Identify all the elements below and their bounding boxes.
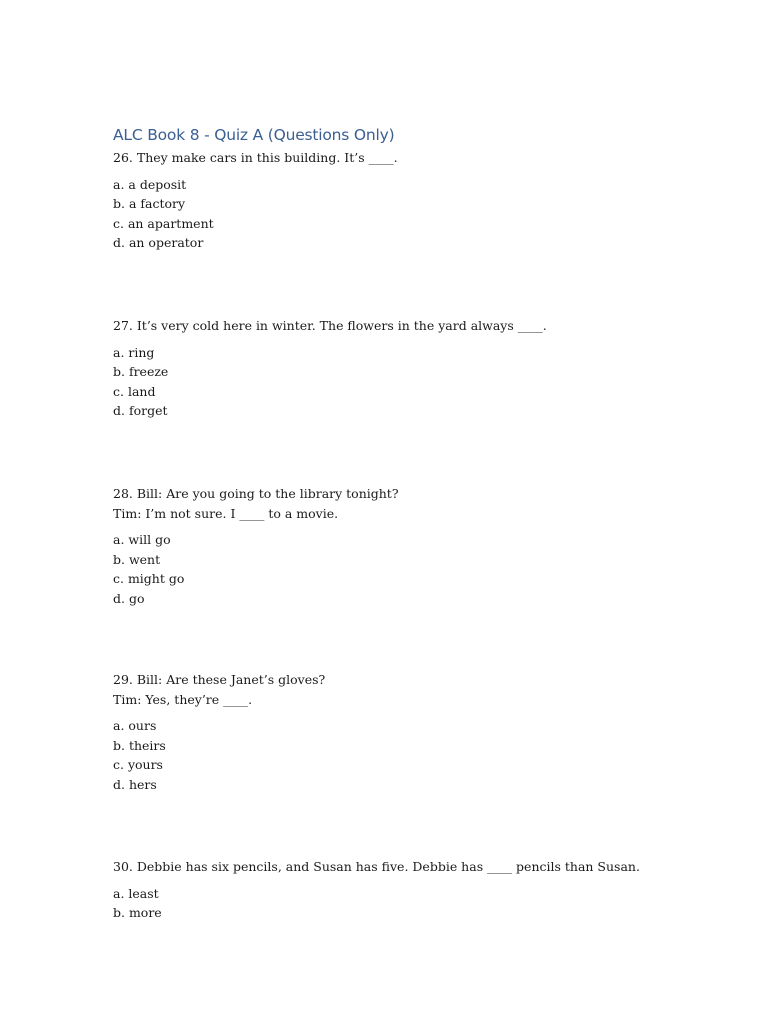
answer-option-a: a. will go [113,532,171,547]
answer-option-d: d. go [113,590,145,606]
answer-options [113,530,399,608]
question-30 [113,857,640,923]
answer-options [113,175,398,253]
answer-options [113,716,325,794]
answer-option-c: c. an apartment [113,215,214,231]
answer-option-d: d. hers [113,776,157,792]
question-stem: 29. Bill: Are these Janet’s gloves? [113,672,326,687]
answer-option-b: b. freeze [113,364,169,379]
question-28 [113,484,399,608]
question-29 [113,670,325,794]
question-stem-continued: Tim: Yes, they’re ____. [113,691,253,707]
answer-option-a: a. ring [113,344,155,360]
answer-option-c: c. yours [113,757,163,772]
question-stem-continued: Tim: I’m not sure. I ____ to a movie. [113,505,339,521]
answer-options [113,343,547,421]
question-stem: 30. Debbie has six pencils, and Susan has five. Debbie has ____ pencils than Susan. [113,859,640,874]
answer-option-c: c. land [113,383,156,399]
question-stem: 26. They make cars in this building. It’s ____. [113,150,398,165]
answer-option-d: d. forget [113,403,168,418]
answer-option-b: b. theirs [113,737,166,753]
answer-option-b: b. went [113,551,161,567]
answer-option-b: b. more [113,905,162,920]
answer-option-a: a. least [113,885,159,901]
answer-option-b: b. a factory [113,196,186,211]
answer-option-a: a. ours [113,718,157,733]
question-stem: 27. It’s very cold here in winter. The flowers in the yard always ____. [113,318,547,333]
question-26 [113,148,398,253]
answer-option-a: a. a deposit [113,176,187,192]
answer-option-d: d. an operator [113,235,204,250]
document-title: ALC Book 8 - Quiz A (Questions Only) [113,126,395,144]
answer-option-c: c. might go [113,571,185,586]
document-page [113,124,673,920]
question-27 [113,316,547,421]
answer-options [113,884,640,923]
question-stem: 28. Bill: Are you going to the library tonight? [113,486,399,501]
